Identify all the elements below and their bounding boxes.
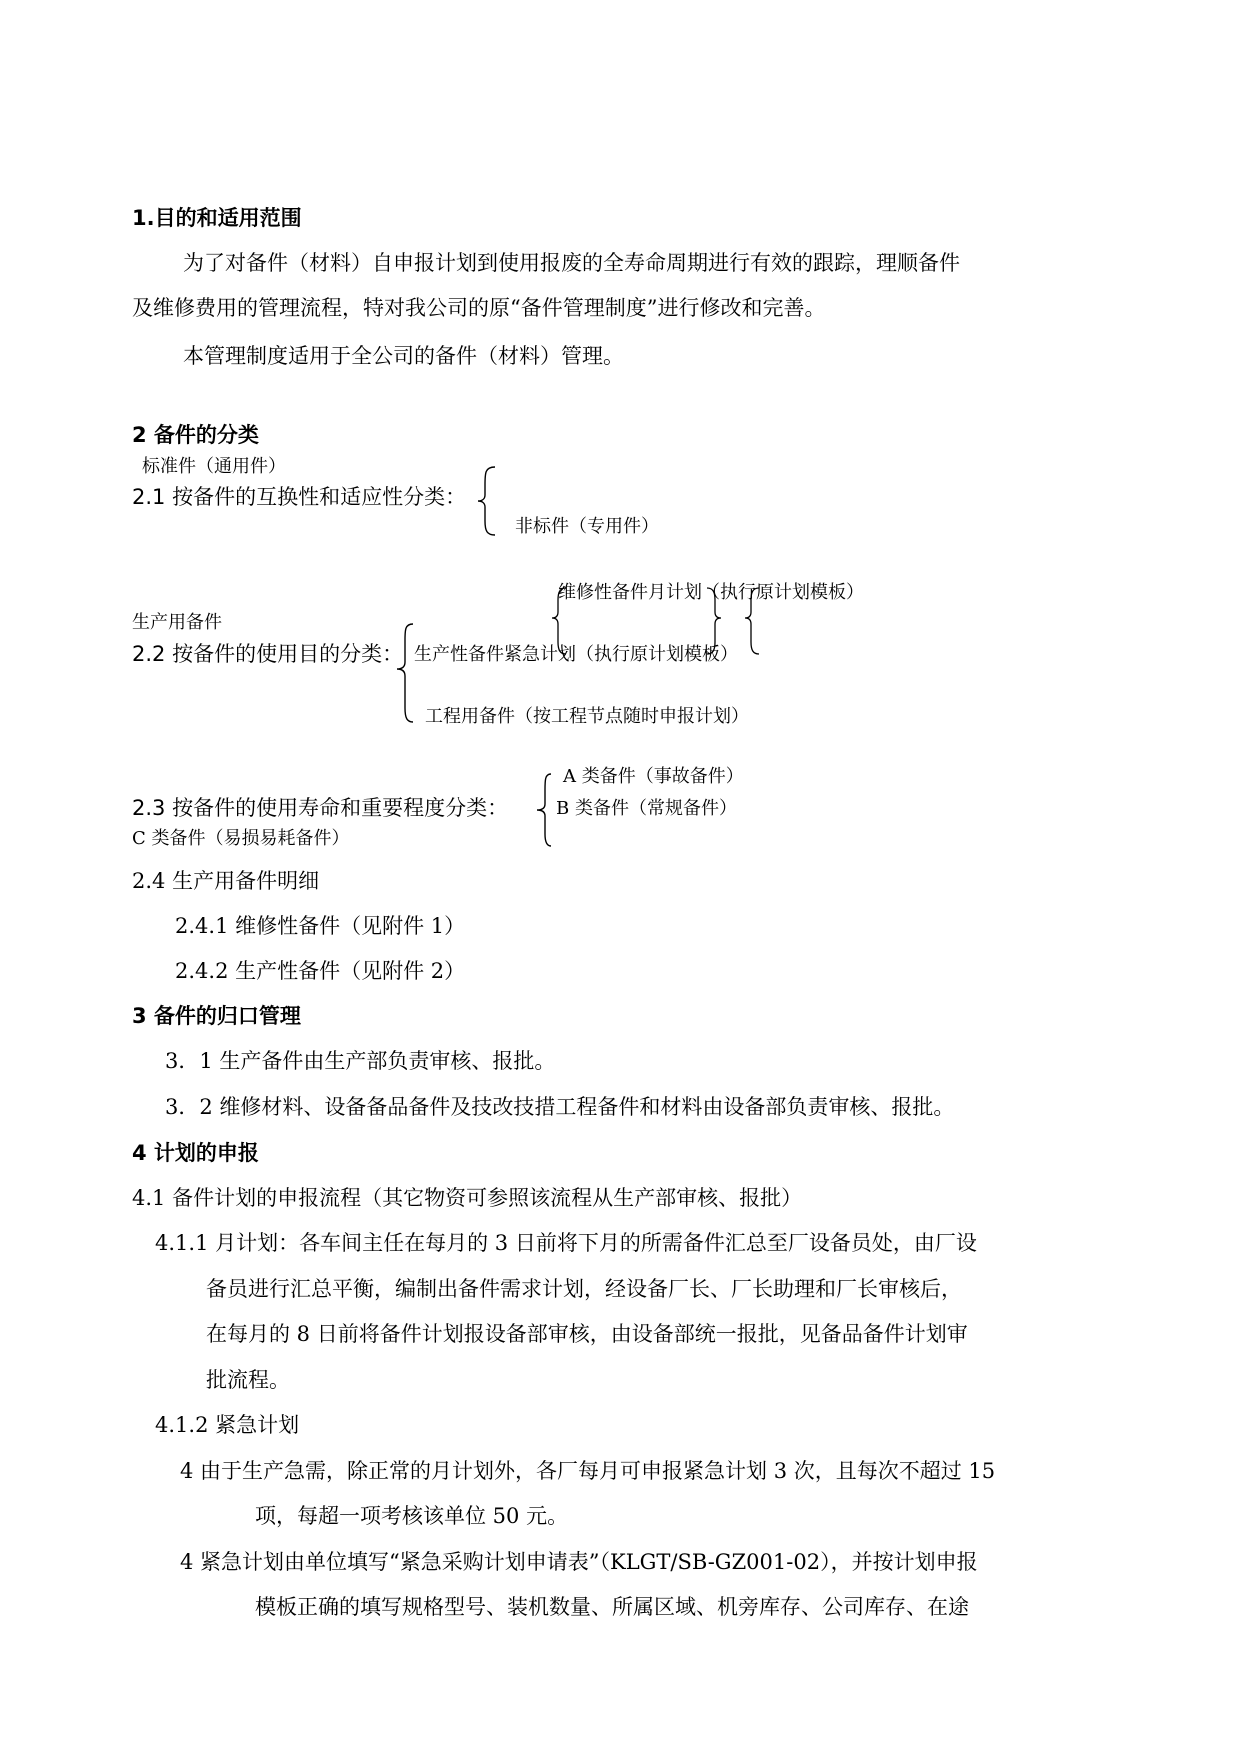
- urgent-plan-item-2-line-1: 4 紧急计划由单位填写“紧急采购计划申请表”（KLGT/SB-GZ001-02），并按计划申报: [180, 1550, 978, 1574]
- paragraph-2: 本管理制度适用于全公司的备件（材料）管理。: [183, 344, 624, 368]
- urgent-plan-item-2-line-2: 模板正确的填写规格型号、装机数量、所属区域、机旁库存、公司库存、在途: [255, 1595, 969, 1619]
- classification-1-brace: [477, 465, 501, 537]
- monthly-plan-line-1: 4.1.1 月计划：各车间主任在每月的 3 日前将下月的所需备件汇总至厂设备员处，由厂设: [155, 1231, 977, 1255]
- paragraph-1-line-1: 为了对备件（材料）自申报计划到使用报废的全寿命周期进行有效的跟踪，理顺备件: [183, 251, 960, 275]
- classification-2-sub-option-2: 生产性备件紧急计划（执行原计划模板）: [414, 644, 738, 665]
- classification-4-item-1: 2.4.1 维修性备件（见附件 1）: [175, 914, 466, 938]
- classification-1-option-1: 标准件（通用件）: [142, 456, 286, 477]
- section-3-item-1: 3．1 生产备件由生产部负责审核、报批。: [165, 1049, 556, 1073]
- sub-brace-middle: [703, 586, 727, 656]
- urgent-plan-item-1-line-1: 4 由于生产急需，除正常的月计划外，各厂每月可申报紧急计划 3 次，且每次不超过 15: [180, 1459, 996, 1483]
- section-3-heading: 3 备件的归口管理: [132, 1004, 301, 1028]
- classification-2-option-2: 工程用备件（按工程节点随时申报计划）: [425, 706, 749, 727]
- section-1-heading: 1.目的和适用范围: [132, 206, 302, 230]
- classification-2-sub-option-1: 维修性备件月计划（执行原计划模板）: [558, 582, 864, 603]
- monthly-plan-line-3: 在每月的 8 日前将备件计划报设备部审核，由设备部统一报批，见备品备件计划审: [206, 1322, 968, 1346]
- sub-brace-right: [743, 586, 767, 656]
- classification-2-brace: [395, 622, 419, 724]
- classification-2-label: 2.2 按备件的使用目的分类：: [132, 642, 404, 666]
- section-4-heading: 4 计划的申报: [132, 1141, 259, 1165]
- classification-4-item-2: 2.4.2 生产性备件（见附件 2）: [175, 959, 466, 983]
- paragraph-1-line-2: 及维修费用的管理流程，特对我公司的原“备件管理制度”进行修改和完善。: [132, 296, 826, 320]
- section-2-heading: 2 备件的分类: [132, 423, 259, 447]
- urgent-plan-item-1-line-2: 项，每超一项考核该单位 50 元。: [255, 1504, 569, 1528]
- classification-3-option-2: B 类备件（常规备件）: [556, 798, 737, 819]
- classification-2-option-1: 生产用备件: [132, 612, 222, 633]
- classification-3-brace: [535, 772, 557, 848]
- classification-3-option-1: A 类备件（事故备件）: [563, 766, 744, 787]
- sub-brace-left: [550, 586, 574, 656]
- urgent-plan-heading: 4.1.2 紧急计划: [155, 1413, 300, 1437]
- classification-4-heading: 2.4 生产用备件明细: [132, 869, 320, 893]
- section-4-1-heading: 4.1 备件计划的申报流程（其它物资可参照该流程从生产部审核、报批）: [132, 1186, 803, 1210]
- classification-1-label: 2.1 按备件的互换性和适应性分类：: [132, 485, 467, 509]
- classification-1-option-2: 非标件（专用件）: [515, 516, 659, 537]
- section-3-item-2: 3．2 维修材料、设备备品备件及技改技措工程备件和材料由设备部负责审核、报批。: [165, 1095, 955, 1119]
- monthly-plan-line-4: 批流程。: [206, 1368, 290, 1392]
- classification-3-option-3: C 类备件（易损易耗备件）: [132, 828, 350, 849]
- classification-3-label: 2.3 按备件的使用寿命和重要程度分类：: [132, 796, 509, 820]
- monthly-plan-line-2: 备员进行汇总平衡，编制出备件需求计划，经设备厂长、厂长助理和厂长审核后，: [206, 1277, 962, 1301]
